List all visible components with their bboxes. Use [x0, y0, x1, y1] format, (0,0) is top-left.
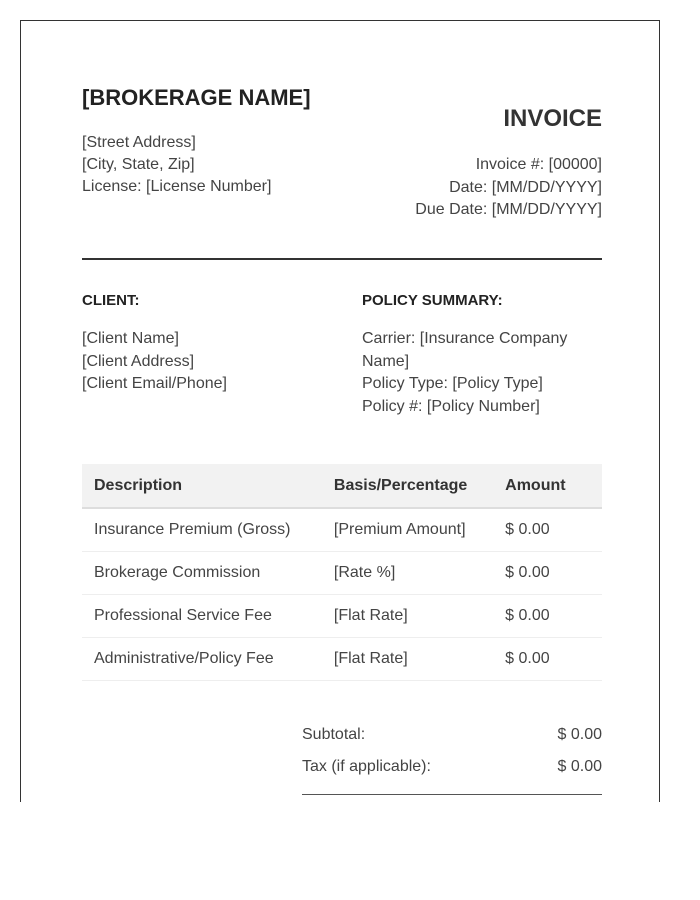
column-header-basis: Basis/Percentage	[322, 464, 493, 508]
table-row	[82, 552, 602, 595]
column-header-amount: Amount	[493, 464, 602, 508]
row-description: Administrative/Policy Fee	[82, 638, 322, 681]
brokerage-name: [BROKERAGE NAME]	[82, 85, 311, 110]
table-row	[82, 595, 602, 638]
brokerage-address-block	[82, 132, 271, 198]
tax-label: Tax (if applicable):	[302, 758, 431, 775]
client-contact: [Client Email/Phone]	[82, 375, 227, 392]
subtotal-value: $ 0.00	[557, 726, 602, 743]
line-items-table	[82, 464, 602, 681]
column-header-description: Description	[82, 464, 322, 508]
policy-type: Policy Type: [Policy Type]	[362, 375, 543, 392]
row-basis: [Flat Rate]	[322, 638, 493, 681]
row-amount: $ 0.00	[493, 552, 602, 595]
invoice-number: Invoice #: [00000]	[475, 156, 602, 173]
tax-row	[302, 756, 602, 788]
row-amount: $ 0.00	[493, 508, 602, 552]
table-row	[82, 638, 602, 681]
invoice-meta-block	[415, 154, 602, 222]
brokerage-license: License: [License Number]	[82, 178, 272, 195]
brokerage-street: [Street Address]	[82, 134, 196, 151]
subtotal-label: Subtotal:	[302, 726, 366, 743]
client-heading: CLIENT:	[82, 292, 140, 309]
brokerage-city-state-zip: [City, State, Zip]	[82, 156, 195, 173]
invoice-page	[20, 20, 660, 802]
client-address: [Client Address]	[82, 352, 195, 370]
row-amount: $ 0.00	[493, 595, 602, 638]
invoice-due-date: Due Date: [MM/DD/YYYY]	[415, 201, 602, 218]
row-amount: $ 0.00	[493, 638, 602, 681]
tax-value: $ 0.00	[557, 758, 602, 775]
row-description: Professional Service Fee	[82, 595, 322, 638]
totals-divider	[302, 794, 602, 795]
invoice-title: INVOICE	[503, 105, 602, 132]
policy-summary-heading: POLICY SUMMARY:	[362, 292, 503, 309]
policy-number: Policy #: [Policy Number]	[362, 397, 540, 415]
client-name: [Client Name]	[82, 330, 179, 347]
row-basis: [Rate %]	[322, 552, 493, 595]
totals-block	[302, 724, 602, 788]
subtotal-row	[302, 724, 602, 756]
client-details	[82, 328, 342, 396]
table-header-row	[82, 464, 602, 508]
row-basis: [Premium Amount]	[322, 508, 493, 552]
row-description: Brokerage Commission	[82, 552, 322, 595]
row-basis: [Flat Rate]	[322, 595, 493, 638]
header-divider	[82, 258, 602, 260]
policy-summary-details	[362, 328, 602, 418]
row-description: Insurance Premium (Gross)	[82, 508, 322, 552]
table-row	[82, 508, 602, 552]
policy-carrier: Carrier: [Insurance Company Name]	[362, 330, 568, 370]
invoice-date: Date: [MM/DD/YYYY]	[449, 178, 602, 196]
